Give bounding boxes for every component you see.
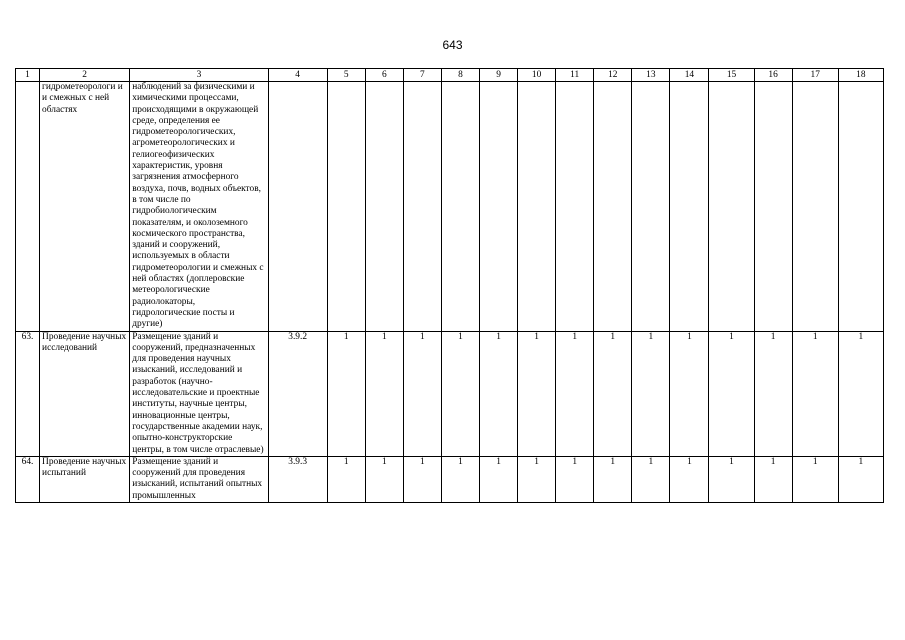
column-header: 4 — [268, 69, 327, 82]
row-value: 1 — [365, 331, 403, 456]
row-value: 1 — [403, 331, 441, 456]
row-value: 1 — [632, 456, 670, 502]
column-header: 7 — [403, 69, 441, 82]
row-value — [838, 82, 883, 332]
row-code: 3.9.2 — [268, 331, 327, 456]
row-value: 1 — [556, 456, 594, 502]
row-number: 64. — [16, 456, 40, 502]
row-description: Размещение зданий и сооружений для проведения изысканий, испытаний опытных промышленных — [130, 456, 268, 502]
row-value: 1 — [594, 456, 632, 502]
table-row — [16, 331, 884, 456]
row-value: 1 — [518, 456, 556, 502]
row-value: 1 — [670, 456, 709, 502]
column-header: 13 — [632, 69, 670, 82]
row-description: наблюдений за физическими и химическими процессами, происходящими в окружающей среде, определения ее гидрометеорологических, агрометеорологических и гелиогеофизических характеристик, уровня загрязнения атмосферного воздуха, почв, водных объектов, в том числе по гидробиологическим показателям, и околоземного космического пространства, зданий и сооружений, используемых в области гидрометеорологии и смежных с ней областях (доплеровские метеорологические радиолокаторы, гидрологические посты и другие) — [130, 82, 268, 332]
row-value: 1 — [556, 331, 594, 456]
row-value: 1 — [441, 331, 479, 456]
row-code — [268, 82, 327, 332]
row-value — [632, 82, 670, 332]
row-value: 1 — [441, 456, 479, 502]
column-header: 1 — [16, 69, 40, 82]
column-header: 3 — [130, 69, 268, 82]
land-use-table — [15, 68, 884, 503]
table-row — [16, 82, 884, 332]
row-value — [365, 82, 403, 332]
row-value — [709, 82, 754, 332]
row-value — [518, 82, 556, 332]
row-value: 1 — [709, 456, 754, 502]
page-number: 643 — [442, 38, 463, 52]
column-header: 10 — [518, 69, 556, 82]
row-name: Проведение научных исследований — [40, 331, 130, 456]
row-value: 1 — [670, 331, 709, 456]
column-header: 17 — [792, 69, 838, 82]
row-value: 1 — [480, 456, 518, 502]
column-header: 16 — [754, 69, 792, 82]
row-value: 1 — [838, 331, 883, 456]
column-header: 9 — [480, 69, 518, 82]
row-value: 1 — [518, 331, 556, 456]
row-value — [441, 82, 479, 332]
column-header: 12 — [594, 69, 632, 82]
row-value — [594, 82, 632, 332]
row-value: 1 — [709, 331, 754, 456]
row-value: 1 — [754, 331, 792, 456]
row-value: 1 — [327, 456, 365, 502]
column-header: 11 — [556, 69, 594, 82]
column-number-header-row — [16, 69, 884, 82]
column-header: 14 — [670, 69, 709, 82]
row-value: 1 — [838, 456, 883, 502]
column-header: 15 — [709, 69, 754, 82]
row-value: 1 — [480, 331, 518, 456]
row-value: 1 — [594, 331, 632, 456]
row-value — [480, 82, 518, 332]
row-code: 3.9.3 — [268, 456, 327, 502]
row-value: 1 — [403, 456, 441, 502]
row-value: 1 — [327, 331, 365, 456]
row-number — [16, 82, 40, 332]
column-header: 18 — [838, 69, 883, 82]
row-name: Проведение научных испытаний — [40, 456, 130, 502]
row-value — [754, 82, 792, 332]
row-value: 1 — [754, 456, 792, 502]
row-value: 1 — [365, 456, 403, 502]
row-value: 1 — [792, 331, 838, 456]
row-value — [792, 82, 838, 332]
column-header: 2 — [40, 69, 130, 82]
row-value — [556, 82, 594, 332]
row-value — [403, 82, 441, 332]
row-number: 63. — [16, 331, 40, 456]
row-value: 1 — [632, 331, 670, 456]
row-description: Размещение зданий и сооружений, предназначенных для проведения научных изысканий, исследований и разработок (научно-исследовательские и проектные институты, научные центры, инновационные центры, государственные академии наук, опытно-конструкторские центры, в том числе отраслевые) — [130, 331, 268, 456]
row-value — [670, 82, 709, 332]
row-value: 1 — [792, 456, 838, 502]
table-row — [16, 456, 884, 502]
row-name: гидрометеорологи и и смежных с ней областях — [40, 82, 130, 332]
column-header: 6 — [365, 69, 403, 82]
column-header: 8 — [441, 69, 479, 82]
row-value — [327, 82, 365, 332]
column-header: 5 — [327, 69, 365, 82]
